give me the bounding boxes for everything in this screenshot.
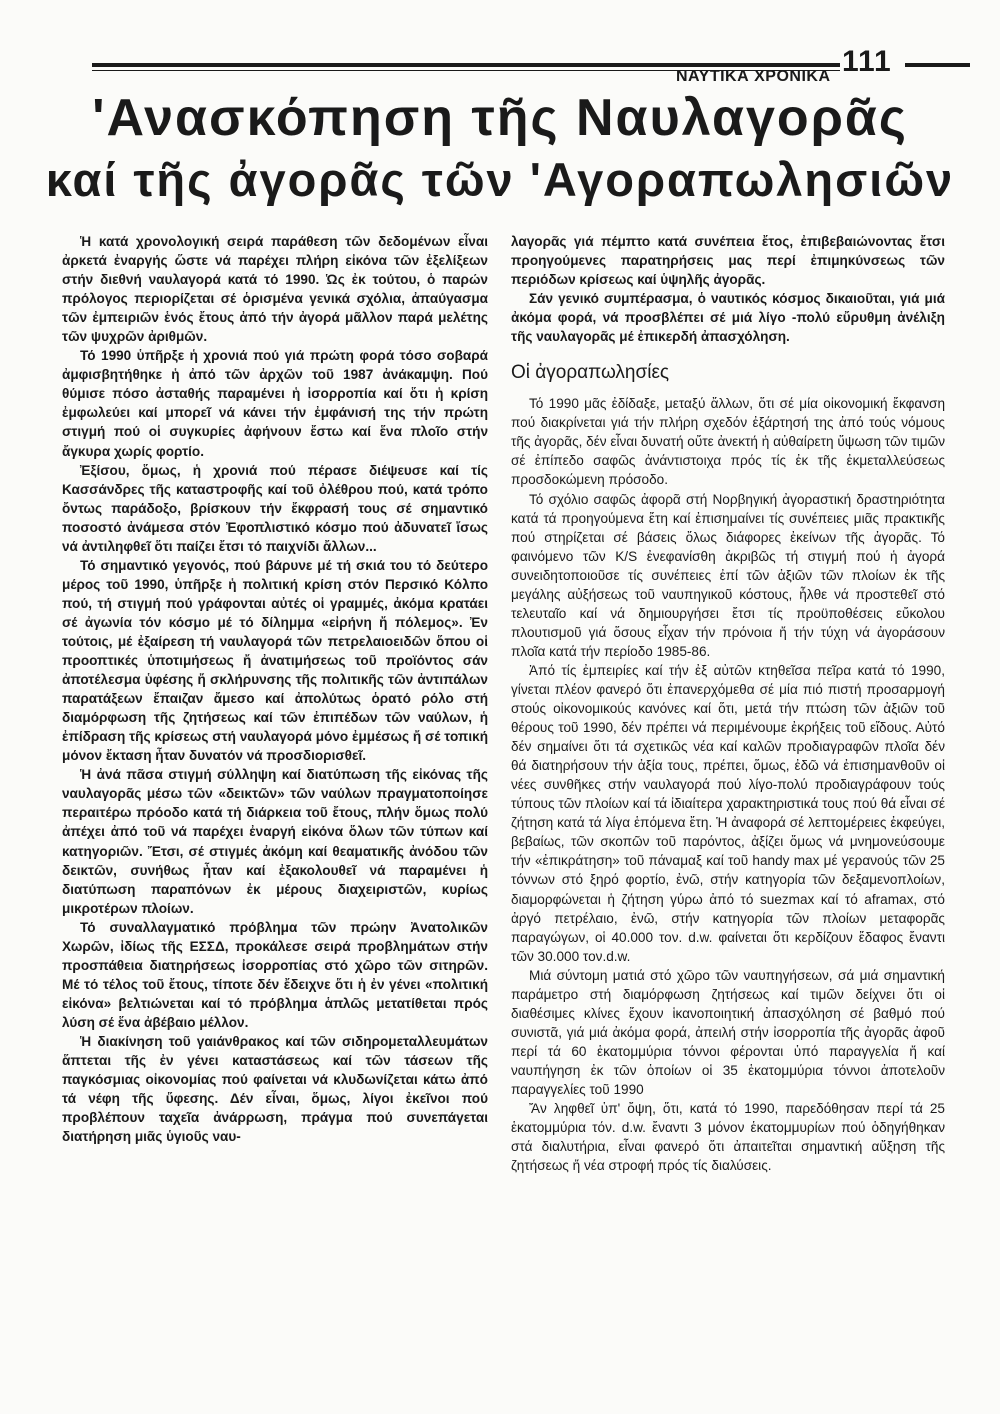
header-rule-right [905,63,970,67]
paragraph: Ἀπό τίς ἐμπειρίες καί τήν ἐξ αὐτῶν κτηθεῖσα πεῖρα κατά τό 1990, γίνεται πλέον φανερό ὅτι ἐπανερχόμεθα σέ μία πιό πιστή προσαρμογή στούς οἰκονομικούς κανόνες καί ὅτι, μετά τήν πτώση τῶν ἀξιῶν τοῦ θέρους τοῦ 1990, δέν πρέπει νά περιμένουμε ἐκρήξεις τοῦ εἴδους. Αὐτό δέν σημαίνει ὅτι τά σχετικῶς νέα καί καλῶν προδιαγραφῶν πλοῖα δέν θά διατηρήσουν τήν ἀξία τους, πρέπει, ὅμως, ἐδῶ νά ἐπισημανθοῦν οἱ νέες συνθῆκες στήν ναυλαγορά πού λίγο-πολύ προδιαγράφουν τούς τύπους τῶν πλοίων καί τά ἰδιαίτερα χαρακτηριστικά τους πού θά εἶναι σέ ζήτηση κατά τά λίγα ἑπόμενα ἔτη. Ἡ ἀναφορά σέ λεπτομέρειες ἐκφεύγει, βεβαίως, τῶν σκοπῶν τοῦ παρόντος, ἀξίζει ὅμως νά μνημονεύσουμε τήν «ἐπικράτηση» τοῦ πάναμαξ καί τοῦ handy max μέ γερανούς τῶν 25 τόννων στό ξηρό φορτίο, ἐνῶ, στήν κατηγορία τῶν δεξαμενοπλοίων, διαμορφώνεται ἡ ζήτηση γύρω ἀπό τό suezmax καί τό aframax, στό ἀργό πετρέλαιο, ἐνῶ, στήν κατηγορία τῶν πλοίων μεταφορᾶς παραγώγων, οἱ 40.000 τον. d.w. φαίνεται ὅτι κερδίζουν ἔδαφος ἔναντι τῶν 30.000 τον.d.w. [511,662,945,964]
paragraph: Τό 1990 μᾶς ἐδίδαξε, μεταξύ ἄλλων, ὅτι σέ μία οἰκονομική ἔκφανση πού διακρίνεται γιά τήν πλήρη σχεδόν ἐξάρτησή της ἀπό τούς νόμους τῆς ἀγορᾶς, δέν εἶναι δυνατή οὔτε ἀνεκτή ἡ αὐθαίρετη ὕψωση τῶν τιμῶν σέ ἐπίπεδο σαφῶς ἀνάντιστοιχα πρός τίς ἐκ τῆς ἐκμεταλλεύσεως προσδοκώμενη πρόσοδο. [511,396,945,488]
paragraph: Ἄν ληφθεῖ ὑπ' ὄψη, ὅτι, κατά τό 1990, παρεδόθησαν περί τά 25 ἑκατομμύρια τόν. d.w. ἔναντι 3 μόνον ἑκατομμυρίων πού ὁδηγήθηκαν στά διαλυτήρια, εἶναι φανερό ὅτι ἀπαιτεῖται σημαντική αὔξηση τῆς ζητήσεως ἤ νέα στροφή πρός τίς διαλύσεις. [511,1101,945,1174]
paragraph: Ἡ διακίνηση τοῦ γαιάνθρακος καί τῶν σιδηρομεταλλευμάτων ἅπτεται τῆς ἐν γένει καταστάσεως καί τῶν τάσεων τῆς παγκόσμιας οἰκονομίας πού φαίνεται νά κλυδωνίζεται κάτω ἀπό τά νέφη τῆς ὕφεσης. Δέν εἶναι, ὅμως, λίγοι ἐκεῖνοι πού προβλέπουν ταχεῖα ἀνάρρωση, πράγμα πού συνεπάγεται διατήρηση μιᾶς ὑγιοῦς ναυ- [62,1033,488,1145]
paragraph: Τό 1990 ὑπῆρξε ἡ χρονιά πού γιά πρώτη φορά τόσο σοβαρά ἀμφισβητήθηκε ἡ ἀπό τῶν ἀρχῶν τοῦ 1987 ἀνάκαμψη. Πού θύμισε πόσο ἀσταθής παραμένει ἡ ἰσορροπία καί ὅτι ἡ κρίση ἐμφωλεύει καί μπορεῖ νά κάνει τήν ἐμφάνισή της τήν πρώτη στιγμή πού οἱ συγκυρίες ἀφήνουν ἔστω καί ἕνα πλοῖο στήν ἄγκυρα χωρίς φορτίο. [62,348,488,459]
paragraph: Τό συναλλαγματικό πρόβλημα τῶν πρώην Ἀνατολικῶν Χωρῶν, ἰδίως τῆς ΕΣΣΔ, προκάλεσε σειρά προβλημάτων στήν προσπάθεια διατηρήσεως ἰσορροπίας στό χῶρο τῶν σιτηρῶν. Μέ τό τέλος τοῦ ἔτους, τίποτε δέν ἔδειχνε ὅτι ἡ ἐν γένει «πολιτική εἰκόνα» βελτιώνεται καί τό πρόβλημα ἁπλῶς μετατίθεται πρός λύση σέ ἕνα ἀβέβαιο μέλλον. [62,919,488,1030]
running-header: ΝΑΥΤΙΚΑ ΧΡΟΝΙΚΑ [676,68,831,85]
paragraph: Ἡ κατά χρονολογική σειρά παράθεση τῶν δεδομένων εἶναι ἀρκετά ἐναργής ὥστε νά παρέχει πλήρη εἰκόνα τῶν ἐξελίξεων στήν διεθνή ναυλαγορά κατά τό 1990. Ὡς ἐκ τούτου, ὁ παρών πρόλογος περιορίζεται σέ ὁρισμένα γενικά σχόλια, ἀπαύγασμα τῶν ἐμπειριῶν ἑνός ἔτους ἀπό τήν ἀγορά μᾶλλον παρά μελέτης τῶν ψυχρῶν ἀριθμῶν. [62,234,488,345]
right-column [511,232,945,1175]
article-title-line-1: 'Ανασκόπηση τῆς Ναυλαγορᾶς [92,89,908,147]
paragraph: Σάν γενικό συμπέρασμα, ὁ ναυτικός κόσμος δικαιοῦται, γιά μιά ἀκόμα φορά, νά προσβλέπει σέ μιά λίγο -πολύ εὔρυθμη ἀνέλιξη τῆς ναυλαγορᾶς μέ ἐπικερδή ἀπασχόληση. [511,291,945,345]
paragraph: Ἐξίσου, ὅμως, ἡ χρονιά πού πέρασε διέψευσε καί τίς Κασσάνδρες τῆς καταστροφῆς καί τοῦ ὀλέθρου πού, κατά τρόπο ὄντως παράδοξο, βρίσκουν τήν ἔκφρασή τους σέ σημαντικό ποσοστό ἀνάμεσα στόν Ἐφοπλιστικό κόσμο πού ἀδυνατεῖ ἴσως νά ἀντιληφθεῖ ὅτι παίζει ἔτσι τό παιχνίδι ἄλλων... [62,462,488,554]
page-number: 111 [842,45,892,78]
section-heading: Οἱ ἀγοραπωλησίες [511,362,670,384]
paragraph: Τό σημαντικό γεγονός, πού βάρυνε μέ τή σκιά του τό δεύτερο μέρος τοῦ 1990, ὑπῆρξε ἡ πολιτική κρίση στόν Περσικό Κόλπο πού, τή στιγμή πού γράφονται αὐτές οἱ γραμμές, ἀκόμα κρατάει σέ ἀγωνία τόν κόσμο μέ τό δίλημμα «εἰρήνη ἤ πόλεμος». Ἐν τούτοις, μέ ἐξαίρεση τή ναυλαγορά τῶν πετρελαιοειδῶν ὅπου οἱ προοπτικές ὑποτιμήσεως ἤ ἀνατιμήσεως τοῦ προϊόντος σάν ἀποτέλεσμα ὑφέσης ἤ σκλήρυνσης τῆς πολιτικῆς τῶν ἀντιπάλων παρατάξεων ἔπαιζαν ἄμεσο καί ἀπολύτως ὁρατό ρόλο στή διαμόρφωση τῆς ζητήσεως καί τῶν ἐπιπέδων τῶν ναύλων, ἡ ἐπίδραση τῆς κρίσεως στή ναυλαγορά μόνο ἐμμέσως ἤ σέ τοπική μόνον ἔκταση ἦταν δυνατόν νά προσδιορισθεῖ. [62,557,488,764]
left-column [62,232,488,1146]
article-title-line-2: καί τῆς ἀγορᾶς τῶν 'Αγοραπωλησιῶν [45,153,955,206]
paragraph: Μιά σύντομη ματιά στό χῶρο τῶν ναυπηγήσεων, σά μιά σημαντική παράμετρο στή διαμόρφωση ζητήσεως καί τιμῶν δείχνει ὅτι οἱ διαθέσιμες κλίνες ἔχουν ἱκανοποιητική ἀπασχόληση σέ βαθμό πού συνιστᾶ, γιά μιά ἀκόμα φορά, ἀπειλή στήν ἰσορροπία τῆς ἀγορᾶς ἀφοῦ περί τά 60 ἑκατομμύρια τόννοι φέρονται ὑπό παραγγελία ἤ καί ναυπήγηση ἐκ τῶν ὁποίων οἱ 35 ἑκατομμύρια τόννοι ἀποτελοῦν παραγγελίες τοῦ 1990 [511,967,945,1097]
paragraph-continuation: λαγορᾶς γιά πέμπτο κατά συνέπεια ἔτος, ἐπιβεβαιώνοντας ἔτσι προηγούμενες παρατηρήσεις μας περί ἐπιμηκύνσεως τῶν περιόδων κρίσεως καί ὑψηλῆς ἀγορᾶς. [511,234,945,288]
paragraph: Τό σχόλιο σαφῶς ἀφορᾶ στή Νορβηγική ἀγοραστική δραστηριότητα κατά τά προηγούμενα ἔτη καί ἐπισημαίνει τίς συνέπειες μιᾶς πρακτικῆς πού στηρίζεται σέ βάσεις ὅλως διάφορες ἐκείνων τῆς ἀγορᾶς. Τό φαινόμενο τῶν K/S ἐνεφανίσθη ἀκριβῶς τή στιγμή πού ἡ ἀγορά συνειδητοποιοῦσε τίς συνέπειες ἐπί τῶν ἀξιῶν τῶν πλοίων ἐκ τῆς μεγάλης αὐξήσεως τοῦ ναυπηγικοῦ κόστους, ἦλθε νά προστεθεῖ στό τελευταῖο καί νά δημιουργήσει ἔτσι τίς προϋποθέσεις εὔκολου πλουτισμοῦ γιά ὅσους εἶχαν τήν πρόνοια ἤ τήν τύχη νά ἀγοράσουν πλοῖα κατά τήν περίοδο 1985-86. [511,491,945,659]
header-rule [92,63,840,67]
paragraph: Ἡ ἀνά πᾶσα στιγμή σύλληψη καί διατύπωση τῆς εἰκόνας τῆς ναυλαγορᾶς μέσω τῶν «δεικτῶν» τῶν ναύλων πραγματοποίησε περαιτέρω πρόοδο κατά τή διάρκεια τοῦ ἔτους, πλήν ὅμως πολύ ἀπέχει ἀπό τοῦ νά παρέχει ἐναργή εἰκόνα ὅλων τῶν τύπων καί κατηγοριῶν. Ἔτσι, σέ στιγμές ἀκόμη καί θεαματικῆς ἀνόδου τῶν δεικτῶν, συνήθως ἦταν καί ἐξακολουθεῖ νά παραμένει ἡ διατύπωση παραπόνων ἐκ μέρους διαχειριστῶν, κυρίως μικροτέρων πλοίων. [62,767,488,916]
